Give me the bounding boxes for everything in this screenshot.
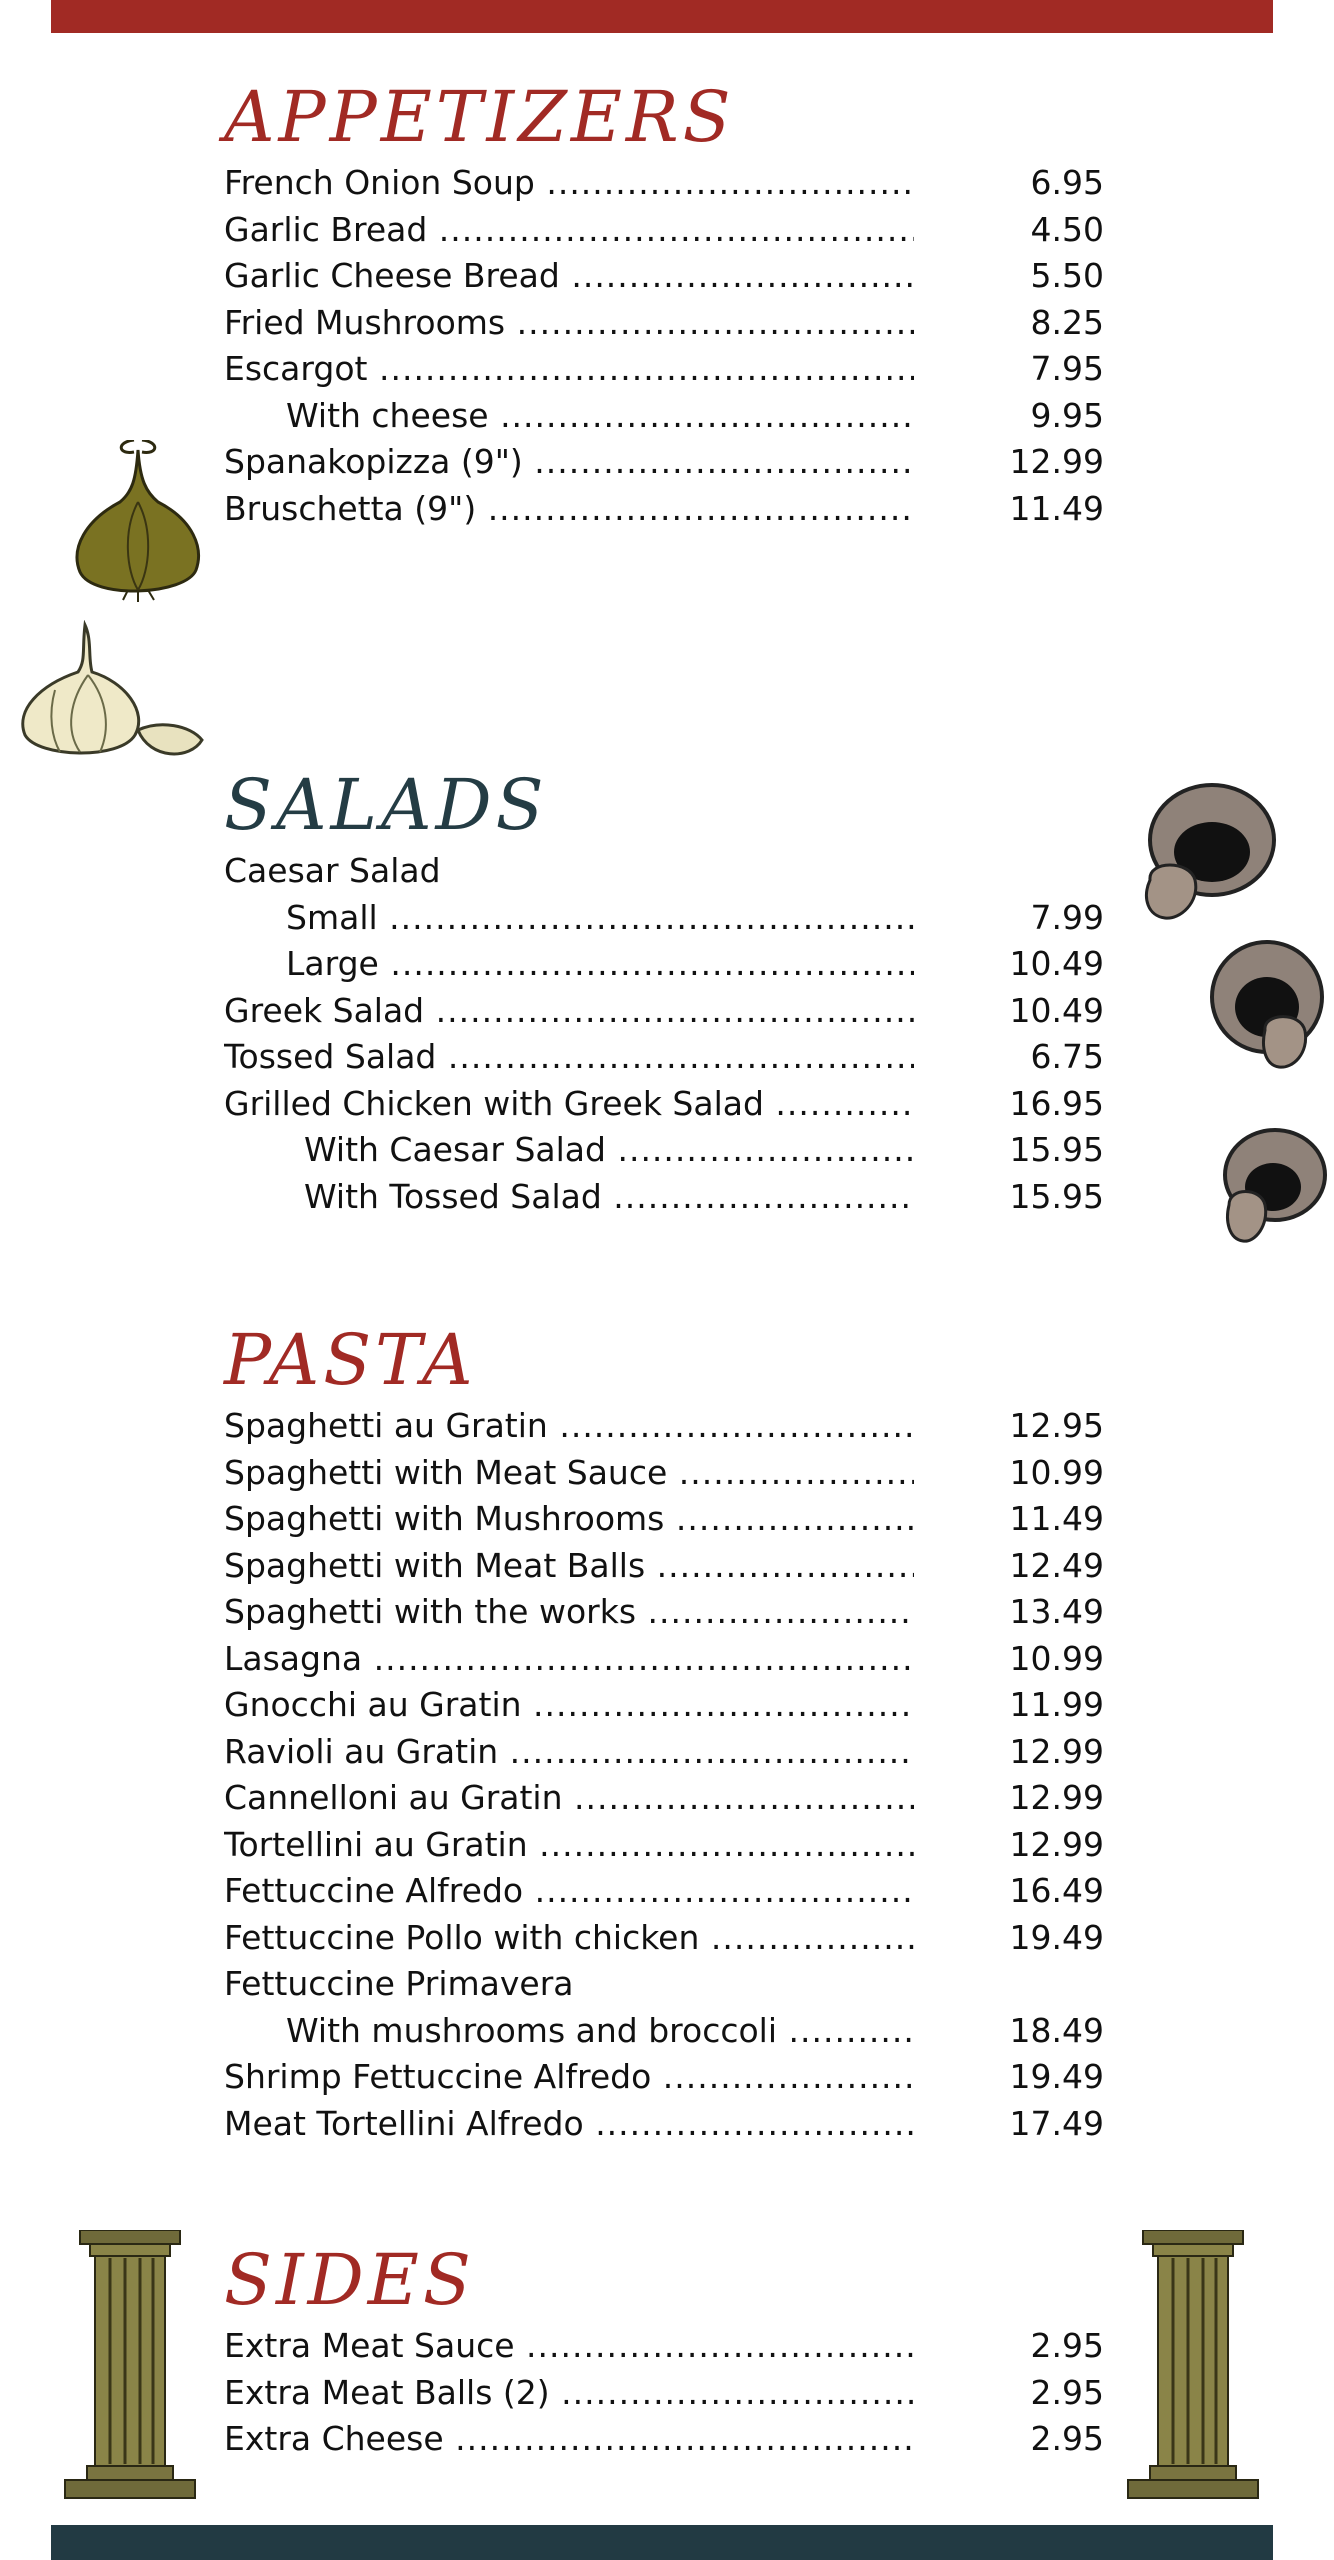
- salads-heading: SALADS: [224, 764, 548, 846]
- salads-section: [224, 760, 1104, 1220]
- menu-item: Tortellini au Gratin ..... 12.99: [224, 1822, 1104, 1869]
- onion-icon: [68, 440, 208, 605]
- menu-item: With cheese ..... 9.95: [224, 393, 1104, 440]
- menu-item: Gnocchi au Gratin ..... 11.99: [224, 1682, 1104, 1729]
- menu-item: Fettuccine Primavera: [224, 1964, 574, 2003]
- menu-item: Fried Mushrooms ..... 8.25: [224, 300, 1104, 347]
- menu-item: Spaghetti with Meat Sauce ..... 10.99: [224, 1450, 1104, 1497]
- menu-item: Ravioli au Gratin ..... 12.99: [224, 1729, 1104, 1776]
- menu-item: French Onion Soup ..... 6.95: [224, 160, 1104, 207]
- menu-item: Extra Meat Balls (2) ..... 2.95: [224, 2370, 1104, 2417]
- menu-item: Extra Meat Sauce ..... 2.95: [224, 2323, 1104, 2370]
- column-icon: [1118, 2230, 1268, 2505]
- sides-section: [224, 2235, 1104, 2463]
- menu-item: With Tossed Salad ..... 15.95: [224, 1174, 1104, 1221]
- menu-item: Greek Salad ..... 10.49: [224, 988, 1104, 1035]
- menu-item: Garlic Cheese Bread ..... 5.50: [224, 253, 1104, 300]
- menu-item: Caesar Salad: [224, 851, 441, 890]
- menu-item: Spaghetti with the works ..... 13.49: [224, 1589, 1104, 1636]
- menu-item: Grilled Chicken with Greek Salad ..... 16.95: [224, 1081, 1104, 1128]
- pasta-section: [224, 1315, 1104, 2147]
- top-banner-bar: [51, 0, 1273, 33]
- menu-item: Large ..... 10.49: [224, 941, 1104, 988]
- menu-item: Spaghetti with Meat Balls ..... 12.49: [224, 1543, 1104, 1590]
- menu-item: Fettuccine Pollo with chicken ..... 19.49: [224, 1915, 1104, 1962]
- menu-item: Bruschetta (9") ..... 11.49: [224, 486, 1104, 533]
- appetizers-heading: APPETIZERS: [224, 76, 735, 158]
- menu-item: Spaghetti with Mushrooms ..... 11.49: [224, 1496, 1104, 1543]
- pasta-heading: PASTA: [224, 1319, 477, 1401]
- mushroom-icon: [1205, 935, 1330, 1075]
- menu-item: Small ..... 7.99: [224, 895, 1104, 942]
- column-icon: [55, 2230, 205, 2505]
- menu-item: Shrimp Fettuccine Alfredo ..... 19.49: [224, 2054, 1104, 2101]
- mushroom-icon: [1215, 1125, 1330, 1250]
- menu-item: Lasagna ..... 10.99: [224, 1636, 1104, 1683]
- appetizers-section: [224, 72, 1104, 532]
- sides-heading: SIDES: [224, 2239, 475, 2321]
- menu-item: With mushrooms and broccoli ..... 18.49: [224, 2008, 1104, 2055]
- menu-item: Escargot ..... 7.95: [224, 346, 1104, 393]
- garlic-icon: [10, 620, 205, 760]
- menu-item: Extra Cheese ..... 2.95: [224, 2416, 1104, 2463]
- menu-item: Spaghetti au Gratin ..... 12.95: [224, 1403, 1104, 1450]
- mushroom-icon: [1130, 780, 1280, 925]
- menu-item: Fettuccine Alfredo ..... 16.49: [224, 1868, 1104, 1915]
- menu-item: Spanakopizza (9") ..... 12.99: [224, 439, 1104, 486]
- menu-item: Cannelloni au Gratin ..... 12.99: [224, 1775, 1104, 1822]
- menu-item: Meat Tortellini Alfredo ..... 17.49: [224, 2101, 1104, 2148]
- menu-item: With Caesar Salad ..... 15.95: [224, 1127, 1104, 1174]
- bottom-banner-bar: [51, 2525, 1273, 2560]
- menu-item: Tossed Salad ..... 6.75: [224, 1034, 1104, 1081]
- menu-item: Garlic Bread ..... 4.50: [224, 207, 1104, 254]
